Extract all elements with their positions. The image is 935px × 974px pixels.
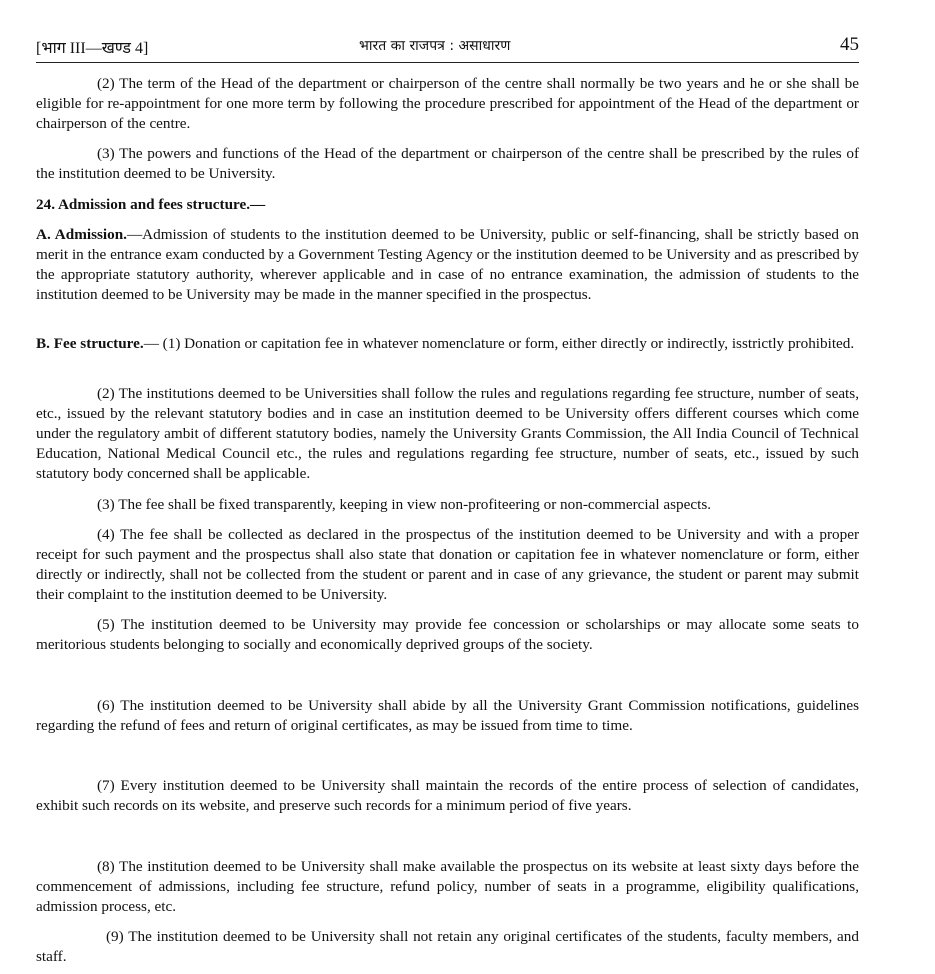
paragraph-fee-5: (5) The institution deemed to be University may provide fee concession or scholarships or may allocate some seats to meritorious students belonging to socially and economically deprived groups of the society. <box>36 616 859 653</box>
header-gazette-title: भारत का राजपत्र : असाधारण <box>359 38 511 54</box>
paragraph-fee-structure <box>36 334 859 354</box>
section-24-title: 24. Admission and fees structure.— <box>36 196 266 213</box>
paragraph-fee-8: (8) The institution deemed to be University shall make available the prospectus on its website at least sixty days before the commencement of admissions, including fee structure, refund policy, number of seats in a programme, eligibility qualifications, admission process, etc. <box>36 858 859 915</box>
header-rule <box>36 62 859 63</box>
paragraph-fee-6: (6) The institution deemed to be University shall abide by all the University Grant Commission notifications, guidelines regarding the refund of fees and return of original certificates, as may be issued from time to time. <box>36 697 859 734</box>
paragraph-head-term: (2) The term of the Head of the department or chairperson of the centre shall normally be two years and he or she shall be eligible for re-appointment for one more term by following the procedure prescribed for appointment of the Head of the department or chairperson of the centre. <box>36 75 859 132</box>
paragraph-fee-4: (4) The fee shall be collected as declared in the prospectus of the institution deemed to be University and with a proper receipt for such payment and the prospectus shall also state that donation or capitation fee in whatever nomenclature or form, either directly or indirectly, shall not be collected from the student or parent and in case of any grievance, the student or parent may submit their complaint to the institution deemed to be University. <box>36 526 859 603</box>
paragraph-head-powers: (3) The powers and functions of the Head of the department or chairperson of the centre shall be prescribed by the rules of the institution deemed to be University. <box>36 145 859 182</box>
paragraph-fee-2: (2) The institutions deemed to be Universities shall follow the rules and regulations regarding fee structure, number of seats, etc., issued by the relevant statutory bodies and in case an institution deemed to be University offers different courses which come under the regulatory ambit of different statutory bodies, namely the University Grants Commission, the All India Council of Technical Education, National Medical Council etc., the rules and regulations regarding fee structure, number of seats, etc., issued by such statutory body concerned shall be applicable. <box>36 385 859 482</box>
fee-structure-label: B. Fee structure. <box>36 335 144 352</box>
fee-structure-text: — (1) Donation or capitation fee in whatever nomenclature or form, either directly or indirectly, isstrictly prohibited. <box>143 335 855 352</box>
paragraph-fee-7: (7) Every institution deemed to be University shall maintain the records of the entire process of selection of candidates, exhibit such records on its website, and preserve such records for a minimum period of five years. <box>36 777 859 814</box>
page-number: 45 <box>840 34 859 55</box>
header-part-section: [भाग III—खण्ड 4] <box>36 40 149 57</box>
page-header <box>36 34 859 58</box>
admission-label: A. Admission. <box>36 226 127 243</box>
paragraph-admission <box>36 225 859 305</box>
paragraph-fee-9: (9) The institution deemed to be University shall not retain any original certificates of the students, faculty members, and staff. <box>36 928 859 965</box>
admission-text: —Admission of students to the institution deemed to be University, public or self-financing, shall be strictly based on merit in the entrance exam conducted by a Government Testing Agency or the institution deemed to be University and as prescribed by the appropriate statutory authority, wherever applicable and in case of no entrance examination, the admission of students to the institution deemed to be University may be made in the manner specified in the prospectus. <box>36 226 859 303</box>
paragraph-fee-3: (3) The fee shall be fixed transparently, keeping in view non-profiteering or non-commercial aspects. <box>97 496 712 513</box>
